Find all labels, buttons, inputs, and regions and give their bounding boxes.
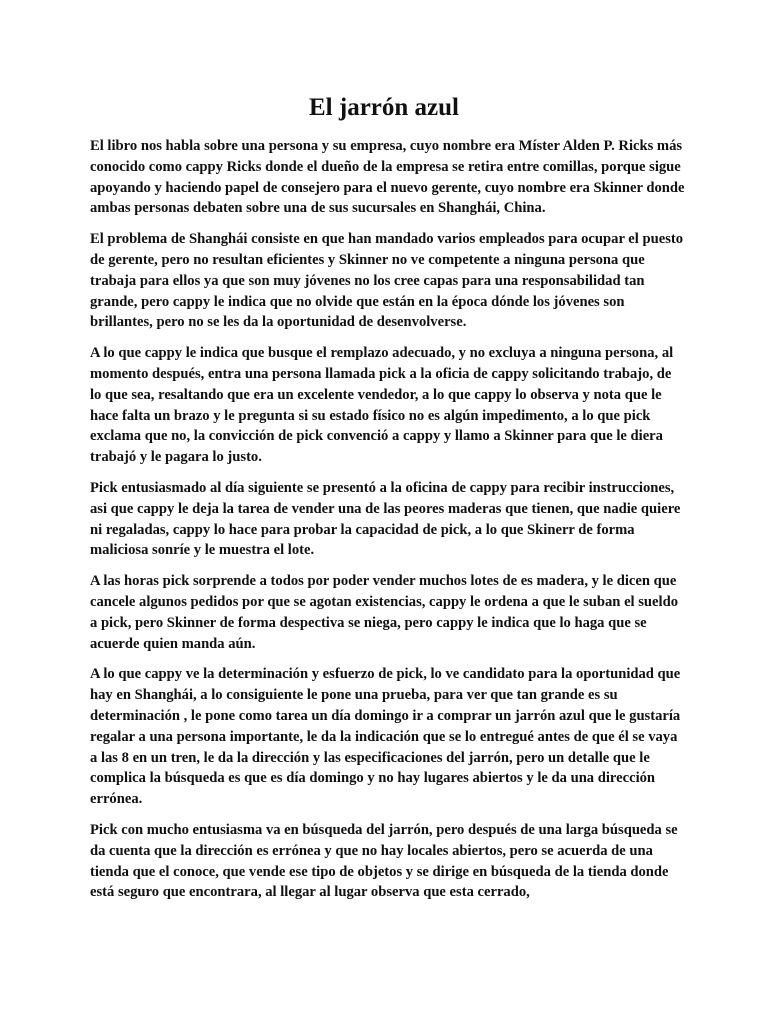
paragraph-6: A lo que cappy ve la determinación y esfuerzo de pick, lo ve candidato para la oportunidad que hay en Shanghái, a lo consiguiente le pone una prueba, para ver que tan grande es su determinación , le pone como tarea un día domingo ir a comprar un jarrón azul que le gustaría regalar a una persona importante, le da la indicación que se lo entregué antes de que él se vaya a las 8 en un tren, le da la dirección y las especificaciones del jarrón, pero un detalle que le complica la búsqueda es que es día domingo y no hay lugares abiertos y le da una dirección errónea.	[90, 666, 681, 808]
document-body	[90, 136, 686, 913]
paragraph-5: A las horas pick sorprende a todos por poder vender muchos lotes de es madera, y le dicen que cancele algunos pedidos por que se agotan existencias, cappy le ordena a que le suban el sueldo a pick, pero Skinner de forma despectiva se niega, pero cappy le indica que lo haga que se acuerde quien manda aún.	[90, 573, 678, 652]
page-title: El jarrón azul	[309, 94, 459, 121]
paragraph-2: El problema de Shanghái consiste en que han mandado varios empleados para ocupar el puesto de gerente, pero no resultan eficientes y Skinner no ve competente a ninguna persona que trabaja para ellos ya que son muy jóvenes no los cree capas para una responsabilidad tan grande, pero cappy le indica que no olvide que están en la época dónde los jóvenes son brillantes, pero no se les da la oportunidad de desenvolverse.	[90, 231, 684, 331]
paragraph-3: A lo que cappy le indica que busque el remplazo adecuado, y no excluya a ninguna persona, al momento después, entra una persona llamada pick a la oficia de cappy solicitando trabajo, de lo que sea, resaltando que era un excelente vendedor, a lo que cappy lo observa y nota que le hace falta un brazo y le pregunta si su estado físico no es algún impedimento, a lo que pick exclama que no, la convicción de pick convenció a cappy y llamo a Skinner para que le diera trabajó y le pagara lo justo.	[90, 345, 674, 466]
paragraph-1: El libro nos habla sobre una persona y su empresa, cuyo nombre era Míster Alden P. Ricks más conocido como cappy Ricks donde el dueño de la empresa se retira entre comillas, porque sigue apoyando y haciendo papel de consejero para el nuevo gerente, cuyo nombre era Skinner donde ambas personas debaten sobre una de sus sucursales en Shanghái, China.	[90, 138, 685, 217]
paragraph-7: Pick con mucho entusiasma va en búsqueda del jarrón, pero después de una larga búsqueda se da cuenta que la dirección es errónea y que no hay locales abiertos, pero se acuerda de una tienda que el conoce, que vende ese tipo de objetos y se dirige en búsqueda de la tienda donde está seguro que encontrara, al llegar al lugar observa que esta cerrado,	[90, 821, 678, 901]
paragraph-4: Pick entusiasmado al día siguiente se presentó a la oficina de cappy para recibir instrucciones, asi que cappy le deja la tarea de vender una de las peores maderas que tienen, que nadie quiere ni regaladas, cappy lo hace para probar la capacidad de pick, a lo que Skinerr de forma maliciosa sonríe y le muestra el lote.	[90, 479, 681, 559]
